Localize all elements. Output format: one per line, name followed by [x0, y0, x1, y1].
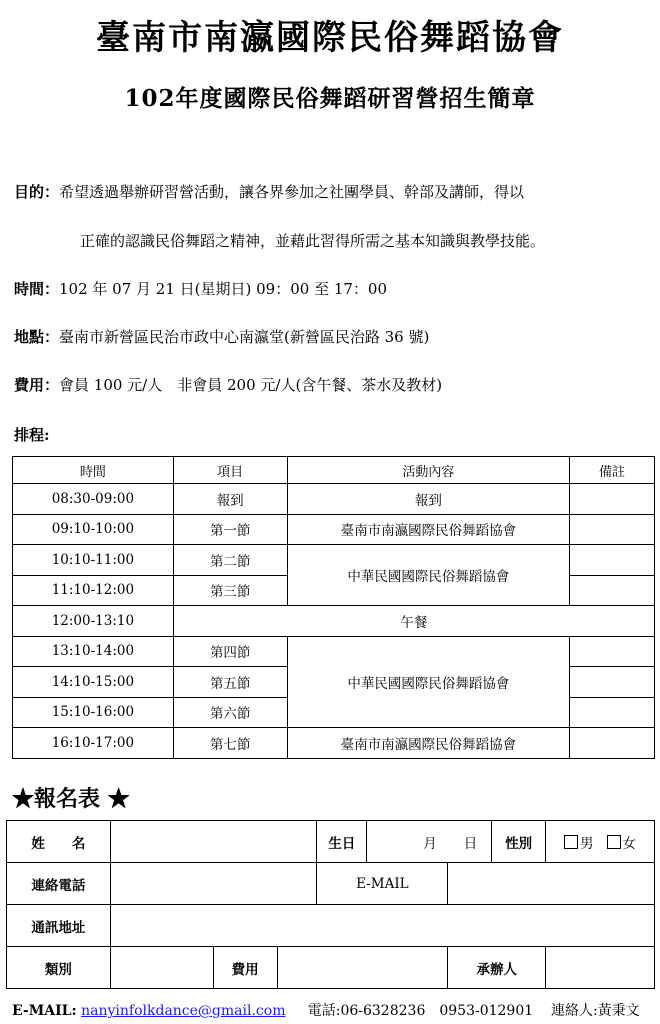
address-field[interactable] — [110, 905, 654, 947]
footer-email-link[interactable]: nanyinfolkdance@gmail.com — [81, 1003, 286, 1019]
cell-content: 報到 — [287, 484, 570, 515]
registration-form — [6, 820, 655, 989]
gender-label: 性別 — [492, 821, 546, 863]
cell-note — [570, 514, 655, 545]
header-note: 備註 — [570, 457, 655, 484]
male-label: 男 — [580, 835, 594, 852]
place-label: 地點： — [14, 328, 60, 346]
cell-item: 報到 — [173, 484, 287, 515]
cell-time: 11:10-12:00 — [13, 575, 174, 606]
cell-note — [570, 575, 655, 606]
schedule-table — [12, 456, 655, 759]
purpose-text1: 希望透過舉辦研習營活動，讓各界參加之社團學員、幹部及講師，得以 — [59, 183, 525, 201]
category-label: 類別 — [7, 947, 111, 989]
fee-label-cell: 費用 — [213, 947, 277, 989]
handler-label: 承辦人 — [448, 947, 546, 989]
cell-note — [570, 545, 655, 576]
header-time: 時間 — [13, 457, 174, 484]
purpose-label: 目的： — [14, 183, 60, 201]
cell-time: 09:10-10:00 — [13, 514, 174, 545]
cell-note — [570, 667, 655, 698]
fee-field[interactable] — [277, 947, 448, 989]
footer — [12, 1000, 640, 1020]
time-label: 時間： — [14, 280, 60, 298]
place-line — [14, 326, 429, 347]
cell-content: 中華民國國際民俗舞蹈協會 — [287, 545, 570, 606]
fee-line — [14, 374, 442, 395]
page-title: 臺南市南瀛國際民俗舞蹈協會 — [96, 18, 564, 58]
cell-time: 08:30-09:00 — [13, 484, 174, 515]
table-row — [13, 606, 655, 637]
category-field[interactable] — [110, 947, 213, 989]
birth-label: 生日 — [317, 821, 367, 863]
cell-note — [570, 697, 655, 728]
purpose-line1 — [14, 181, 524, 202]
table-row — [13, 514, 655, 545]
cell-content: 臺南市南瀛國際民俗舞蹈協會 — [287, 514, 570, 545]
header-item: 項目 — [173, 457, 287, 484]
cell-time: 14:10-15:00 — [13, 667, 174, 698]
page-subtitle: 102年度國際民俗舞蹈研習營招生簡章 — [124, 85, 536, 112]
fee-label: 費用： — [14, 376, 60, 394]
cell-note — [570, 728, 655, 759]
cell-time: 12:00-13:10 — [13, 606, 174, 637]
cell-content: 中華民國國際民俗舞蹈協會 — [287, 636, 570, 728]
phone-field[interactable] — [110, 863, 317, 905]
fee-value: 會員 100 元/人 非會員 200 元/人(含午餐、茶水及教材) — [59, 376, 443, 394]
footer-phone: 電話:06-6328236 0953-012901 — [307, 1003, 534, 1019]
email-label: E-MAIL — [317, 863, 448, 905]
cell-note — [570, 636, 655, 667]
cell-time: 13:10-14:00 — [13, 636, 174, 667]
cell-content: 午餐 — [173, 606, 654, 637]
time-value: 102 年 07 月 21 日(星期日) 09：00 至 17：00 — [59, 280, 388, 298]
registration-title: ★報名表 ★ — [12, 786, 130, 812]
email-field[interactable] — [448, 863, 655, 905]
female-label: 女 — [622, 835, 636, 852]
schedule-label: 排程: — [14, 426, 50, 444]
table-row — [13, 484, 655, 515]
cell-item: 第一節 — [173, 514, 287, 545]
cell-content: 臺南市南瀛國際民俗舞蹈協會 — [287, 728, 570, 759]
cell-item: 第六節 — [173, 697, 287, 728]
female-checkbox[interactable] — [607, 835, 621, 849]
cell-time: 10:10-11:00 — [13, 545, 174, 576]
footer-email-label: E-MAIL: — [12, 1003, 77, 1019]
cell-item: 第二節 — [173, 545, 287, 576]
address-label: 通訊地址 — [7, 905, 111, 947]
phone-label: 連絡電話 — [7, 863, 111, 905]
header-content: 活動內容 — [287, 457, 570, 484]
table-row — [13, 728, 655, 759]
name-field[interactable] — [110, 821, 317, 863]
cell-time: 15:10-16:00 — [13, 697, 174, 728]
time-line — [14, 278, 387, 299]
table-row — [13, 545, 655, 576]
gender-options — [546, 821, 655, 863]
cell-item: 第七節 — [173, 728, 287, 759]
table-row — [13, 636, 655, 667]
cell-item: 第三節 — [173, 575, 287, 606]
reg-row-address — [7, 905, 655, 947]
cell-item: 第五節 — [173, 667, 287, 698]
birth-field[interactable]: 月 日 — [367, 821, 492, 863]
reg-row-category — [7, 947, 655, 989]
handler-field[interactable] — [546, 947, 655, 989]
footer-contact: 連絡人:黃秉文 — [550, 1003, 640, 1019]
purpose-text2: 正確的認識民俗舞蹈之精神，並藉此習得所需之基本知識與教學技能。 — [80, 232, 546, 250]
name-label: 姓 名 — [7, 821, 111, 863]
cell-time: 16:10-17:00 — [13, 728, 174, 759]
place-value: 臺南市新營區民治市政中心南瀛堂(新營區民治路 36 號) — [59, 328, 430, 346]
reg-row-name — [7, 821, 655, 863]
cell-item: 第四節 — [173, 636, 287, 667]
reg-row-phone — [7, 863, 655, 905]
male-checkbox[interactable] — [564, 835, 578, 849]
schedule-header-row — [13, 457, 655, 484]
cell-note — [570, 484, 655, 515]
